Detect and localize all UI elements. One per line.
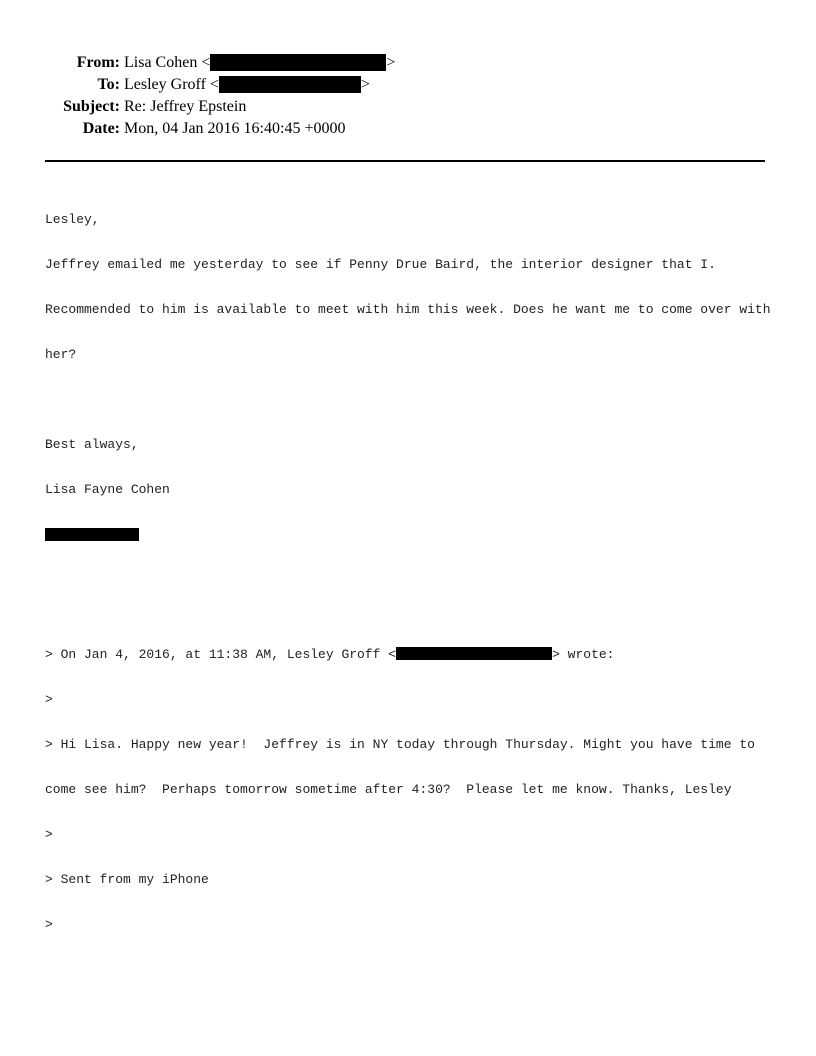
closing: Best always,	[45, 437, 139, 452]
body-line: Recommended to him is available to meet with him this week. Does he want me to come over with	[45, 302, 771, 317]
to-label: To:	[97, 76, 120, 93]
date-row	[0, 118, 816, 140]
signature-redaction	[45, 527, 775, 542]
date-label: Date:	[82, 120, 120, 137]
subject-label: Subject:	[63, 98, 120, 115]
date-value: Mon, 04 Jan 2016 16:40:45 +0000	[124, 120, 346, 137]
blank-line	[45, 392, 775, 407]
quote-line: > Hi Lisa. Happy new year! Jeffrey is in NY today through Thursday. Might you have time to	[45, 737, 755, 752]
from-name: Lisa Cohen <	[124, 54, 211, 71]
from-value	[124, 52, 395, 74]
subject-row	[0, 96, 816, 118]
to-name: Lesley Groff <	[124, 76, 219, 93]
redaction-box	[219, 76, 361, 93]
redaction-box	[396, 647, 552, 660]
quote-intro-prefix: > On Jan 4, 2016, at 11:38 AM, Lesley Groff <	[45, 647, 397, 662]
quote-marker: >	[45, 917, 53, 932]
quoted-message	[45, 617, 775, 962]
greeting: Lesley,	[45, 212, 100, 227]
from-label: From:	[76, 54, 120, 71]
subject-value: Re: Jeffrey Epstein	[124, 98, 247, 115]
to-close: >	[360, 76, 370, 93]
email-body	[45, 182, 775, 977]
redaction-box	[210, 54, 386, 71]
quote-line: come see him? Perhaps tomorrow sometime after 4:30? Please let me know. Thanks, Lesley	[45, 782, 732, 797]
quote-sent-from: > Sent from my iPhone	[45, 872, 209, 887]
quote-intro	[45, 647, 775, 662]
quote-intro-suffix: > wrote:	[552, 647, 615, 662]
from-close: >	[386, 54, 396, 71]
to-row	[0, 74, 816, 96]
from-row	[0, 52, 816, 74]
quote-marker: >	[45, 692, 53, 707]
signature-name: Lisa Fayne Cohen	[45, 482, 170, 497]
to-value	[124, 74, 370, 96]
body-line: her?	[45, 347, 77, 362]
redaction-box	[45, 528, 139, 541]
quote-marker: >	[45, 827, 53, 842]
body-line: Jeffrey emailed me yesterday to see if Penny Drue Baird, the interior designer that I.	[45, 257, 716, 272]
header-divider	[45, 160, 765, 162]
email-header	[0, 52, 816, 140]
